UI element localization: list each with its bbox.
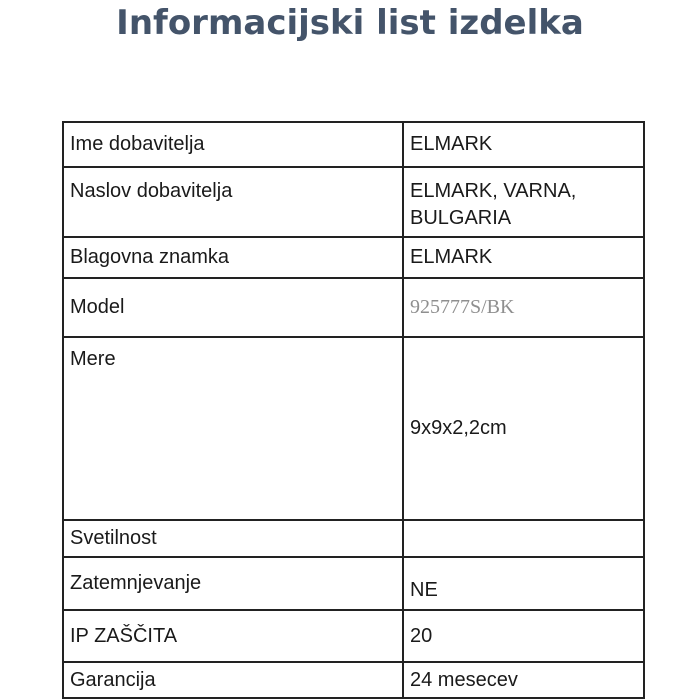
row-value <box>403 520 644 557</box>
row-label: Svetilnost <box>63 520 403 557</box>
table-row <box>63 337 644 520</box>
row-value: 9x9x2,2cm <box>403 337 644 520</box>
row-value: ELMARK, VARNA, BULGARIA <box>403 167 644 237</box>
row-value: ELMARK <box>403 122 644 167</box>
row-label: Model <box>63 278 403 337</box>
row-value: 20 <box>403 610 644 662</box>
table-row <box>63 557 644 610</box>
product-info-table <box>62 121 645 699</box>
table-row <box>63 610 644 662</box>
table-row <box>63 237 644 278</box>
row-label: Garancija <box>63 662 403 698</box>
row-label: Naslov dobavitelja <box>63 167 403 237</box>
table-row <box>63 278 644 337</box>
row-value-model: 925777S/BK <box>403 278 644 337</box>
row-value: NE <box>403 557 644 610</box>
row-label: Mere <box>63 337 403 520</box>
row-value: 24 mesecev <box>403 662 644 698</box>
table-row <box>63 520 644 557</box>
table-row <box>63 167 644 237</box>
row-label: Zatemnjevanje <box>63 557 403 610</box>
row-value: ELMARK <box>403 237 644 278</box>
row-label: IP ZAŠČITA <box>63 610 403 662</box>
row-label: Blagovna znamka <box>63 237 403 278</box>
table-row <box>63 662 644 698</box>
row-label: Ime dobavitelja <box>63 122 403 167</box>
table-row <box>63 122 644 167</box>
page-title: Informacijski list izdelka <box>116 3 584 43</box>
